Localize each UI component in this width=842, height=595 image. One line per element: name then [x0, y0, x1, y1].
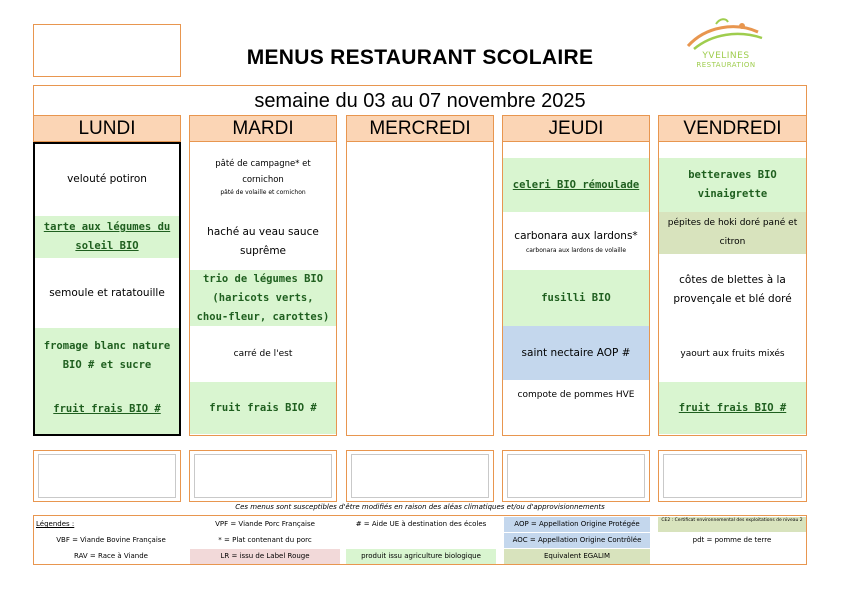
menu-column-mardi: [189, 142, 337, 436]
menu-item-starter: celeri BIO rémoulade: [503, 158, 649, 212]
menu-item-main-group: [503, 212, 649, 270]
day-header-lundi: LUNDI: [33, 115, 181, 142]
menu-column-vendredi: [658, 142, 807, 436]
legend-star: * = Plat contenant du porc: [218, 536, 312, 544]
day-header-mercredi: MERCREDI: [346, 115, 494, 142]
menu-column-lundi: [33, 142, 181, 436]
menu-item-main: carbonara aux lardons*: [514, 229, 638, 242]
logo-text-1: YVELINES: [702, 51, 750, 61]
menu-item-starter: velouté potiron: [67, 172, 147, 185]
legend-rav: RAV = Race à Viande: [74, 552, 148, 560]
legend-egalim: Equivalent EGALIM: [504, 549, 650, 564]
legend-vpf: VPF = Viande Porc Française: [215, 520, 315, 528]
legend-aop: AOP = Appellation Origine Protégée: [504, 517, 650, 532]
menu-item-main: pépites de hoki doré pané et citron: [659, 212, 806, 254]
logo-text: [676, 52, 776, 70]
day-header-jeudi: JEUDI: [502, 115, 650, 142]
menu-item-starter-alt: pâté de volaille et cornichon: [220, 189, 306, 196]
logo-text-2: RESTAURATION: [696, 61, 756, 69]
yvelines-restauration-logo: [676, 16, 776, 76]
legend-aoc: AOC = Appellation Origine Contrôlée: [504, 533, 650, 548]
legend-pdt: pdt = pomme de terre: [692, 536, 772, 544]
extra-row-lundi: [33, 450, 181, 502]
menu-item-dairy: carré de l'est: [233, 348, 293, 359]
extra-row-vendredi: [658, 450, 807, 502]
menu-item-starter-group: [190, 142, 336, 212]
legend-hash: # = Aide UE à destination des écoles: [355, 520, 487, 528]
menu-item-dairy: saint nectaire AOP #: [503, 326, 649, 380]
menu-item-side: semoule et ratatouille: [49, 286, 165, 299]
menu-item-side: fusilli BIO: [503, 270, 649, 326]
week-banner: semaine du 03 au 07 novembre 2025: [33, 85, 807, 115]
menu-item-dairy: fromage blanc nature BIO # et sucre: [35, 328, 179, 384]
extra-row-jeudi: [502, 450, 650, 502]
menu-item-main: haché au veau sauce suprême: [207, 226, 319, 257]
legend-lr: LR = issu de Label Rouge: [190, 549, 340, 564]
extra-row-mardi: [189, 450, 337, 502]
menu-column-jeudi: [502, 142, 650, 436]
menu-item-dessert: fruit frais BIO #: [659, 382, 806, 434]
legend-label: Légendes :: [36, 520, 75, 528]
page-title: MENUS RESTAURANT SCOLAIRE: [246, 46, 594, 69]
legend-vbf: VBF = Viande Bovine Française: [56, 536, 166, 544]
menu-item-main: tarte aux légumes du soleil BIO: [35, 216, 179, 258]
menu-item-dessert: compote de pommes HVE: [517, 389, 635, 400]
menu-item-dessert: fruit frais BIO #: [190, 382, 336, 434]
menu-item-dessert: fruit frais BIO #: [35, 384, 179, 434]
legend-box: [33, 515, 807, 565]
menu-item-side: trio de légumes BIO (haricots verts, chou-fleur, carottes): [190, 270, 336, 326]
menu-column-mercredi: [346, 142, 494, 436]
menu-item-starter: pâté de campagne* et cornichon: [215, 159, 311, 185]
logo-swirl-icon: [676, 16, 776, 52]
day-header-mardi: MARDI: [189, 115, 337, 142]
disclaimer: Ces menus sont susceptibles d'être modifiés en raison des aléas climatiques et/ou d'approvisionnements: [235, 503, 605, 511]
menu-item-dairy: yaourt aux fruits mixés: [680, 348, 785, 359]
menu-item-main-alt: carbonara aux lardons de volaille: [525, 246, 627, 254]
menu-item-starter: betteraves BIO vinaigrette: [659, 158, 806, 212]
day-header-vendredi: VENDREDI: [658, 115, 807, 142]
header-left-box: [33, 24, 181, 77]
legend-bio: produit issu agriculture biologique: [346, 549, 496, 564]
legend-ce2: CE2 : Certificat environnemental des exploitations de niveau 2: [658, 517, 806, 532]
menu-item-side: côtes de blettes à la provençale et blé doré: [673, 274, 792, 305]
extra-row-mercredi: [346, 450, 494, 502]
